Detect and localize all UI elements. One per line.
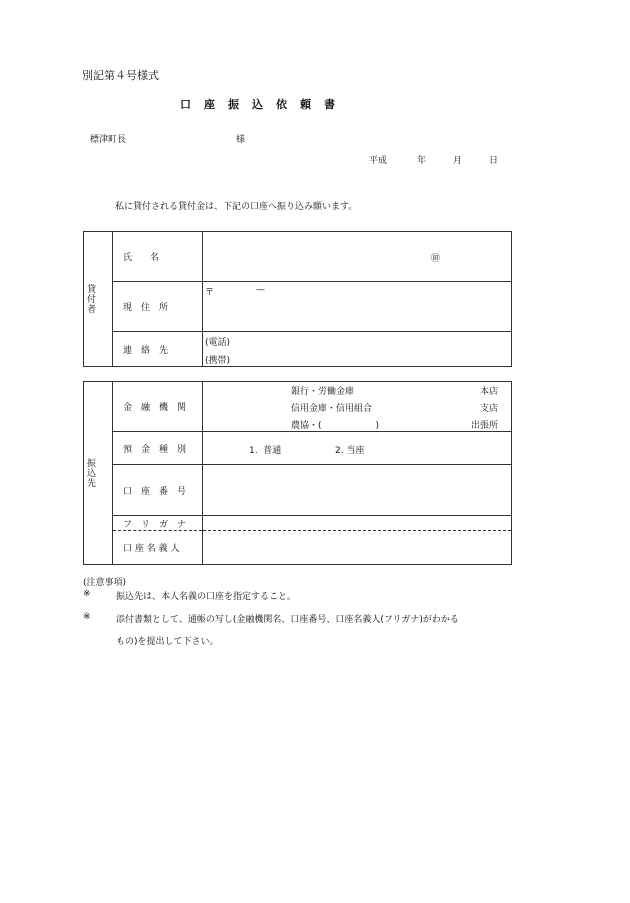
intro-text: 私に貸付される貸付金は、下記の口座へ振り込み願います。: [115, 202, 358, 212]
postal-mark: 〒: [205, 288, 215, 298]
note-2-text: 添付書類として、通帳の写し(金融機関名、口座番号、口座名義人(フリガナ)がわかる: [116, 615, 459, 625]
holder-field[interactable]: [203, 531, 512, 565]
phone-label: (電話): [205, 338, 231, 348]
holder-label-cell: 口 座 名 義 人: [113, 531, 203, 565]
bank-type-3: 農協・( ): [291, 421, 380, 431]
borrower-table: [83, 231, 512, 367]
note-1-text: 振込先は、本人名義の口座を指定すること。: [116, 592, 297, 602]
account-section-label: 振込先: [84, 382, 113, 565]
deposit-type-field[interactable]: [203, 432, 512, 465]
note-2-mark: ※: [83, 612, 91, 622]
name-field[interactable]: [203, 232, 512, 282]
account-number-label-cell: 口 座 番 号: [113, 465, 203, 516]
addressee: 標津町長: [90, 135, 127, 145]
branch-type-3: 出張所: [471, 421, 499, 431]
contact-label-cell: 連 絡 先: [113, 332, 203, 367]
date-month-label: 月: [453, 156, 463, 166]
note-1-mark: ※: [83, 589, 91, 599]
account-number-field[interactable]: [203, 465, 512, 516]
name-label-cell: 氏 名: [113, 232, 203, 282]
seal-mark: ㊞: [431, 254, 441, 264]
honorific: 様: [236, 135, 246, 145]
deposit-type-label-cell: 預 金 種 別: [113, 432, 203, 465]
deposit-option-checking[interactable]: 2. 当座: [335, 446, 365, 456]
date-era: 平成: [369, 156, 388, 166]
postal-dash: —: [256, 285, 265, 295]
notes-heading: (注意事項): [83, 578, 127, 588]
bank-type-1: 銀行・労働金庫: [291, 387, 355, 397]
furigana-label-cell: フ リ ガ ナ: [113, 516, 203, 531]
account-table: [83, 381, 512, 565]
mobile-label: (携帯): [205, 356, 231, 366]
deposit-option-regular[interactable]: 1. 普通: [249, 446, 282, 456]
address-field[interactable]: [203, 282, 512, 332]
contact-field[interactable]: [203, 332, 512, 367]
bank-field[interactable]: [203, 382, 512, 432]
borrower-section-label: 貸付者: [84, 232, 113, 367]
bank-label-cell: 金 融 機 関: [113, 382, 203, 432]
bank-type-2: 信用金庫・信用組合: [291, 404, 373, 414]
page-title: 口 座 振 込 依 頼 書: [180, 98, 336, 111]
date-day-label: 日: [489, 156, 499, 166]
note-2-continuation: もの)を提出して下さい。: [116, 637, 219, 647]
furigana-field[interactable]: [203, 516, 512, 531]
date-year-label: 年: [417, 156, 427, 166]
address-label-cell: 現 住 所: [113, 282, 203, 332]
branch-type-1: 本店: [480, 387, 499, 397]
branch-type-2: 支店: [480, 404, 499, 414]
form-reference: 別記第４号様式: [82, 69, 159, 82]
